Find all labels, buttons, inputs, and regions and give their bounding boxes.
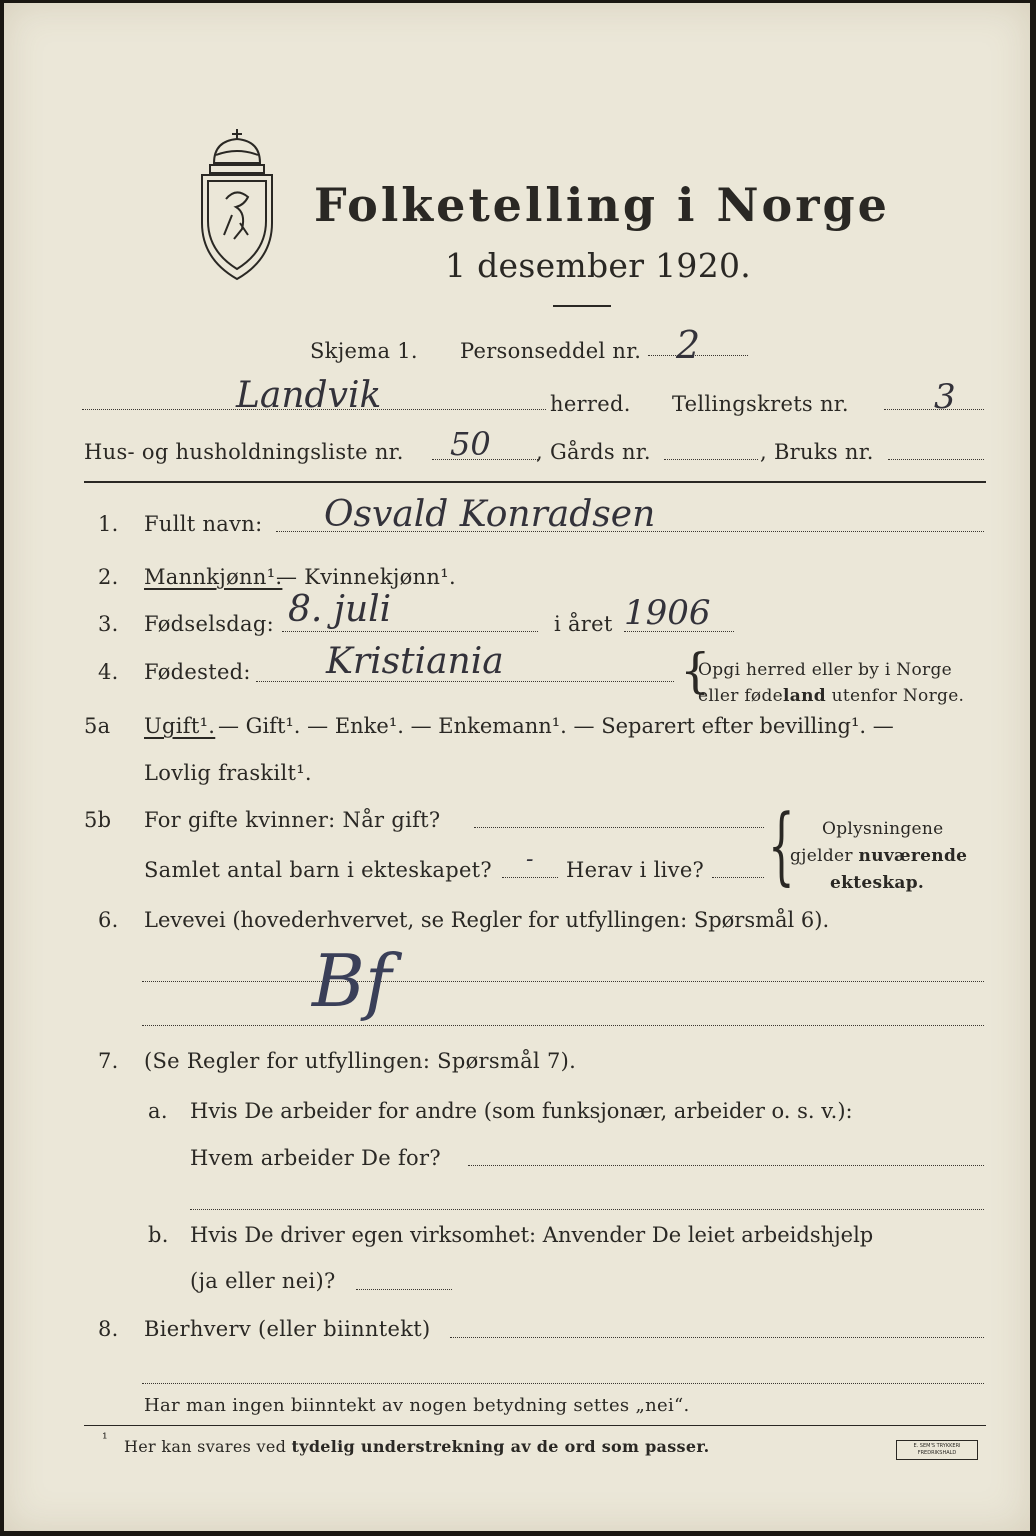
- tellingskrets-value: 3: [934, 377, 956, 417]
- printer-stamp: [896, 1440, 978, 1460]
- q4-note2-part-a: eller føde: [698, 686, 783, 706]
- q2-male-option[interactable]: Mannkjønn¹.: [144, 565, 283, 589]
- q6-value: Bf: [312, 939, 392, 1023]
- herred-value: Landvik: [236, 375, 382, 416]
- q8-label: Bierhverv (eller biinntekt): [144, 1317, 431, 1341]
- q7b-field[interactable]: [356, 1289, 452, 1290]
- q8-field-line2[interactable]: [142, 1383, 984, 1384]
- q3-year-value: 1906: [624, 593, 711, 633]
- q4-note-line2: [698, 686, 964, 706]
- header-divider: [84, 481, 986, 483]
- skjema-label: Skjema 1.: [310, 339, 418, 363]
- q7-label: (Se Regler for utfyllingen: Spørsmål 7).: [144, 1049, 577, 1073]
- q5a-other-options[interactable]: — Gift¹. — Enke¹. — Enkemann¹. — Separert efter bevilling¹. —: [218, 714, 894, 738]
- q4-value: Kristiania: [326, 641, 504, 682]
- footnote-text-part-b: tydelig understrekning av de ord som passer.: [291, 1437, 710, 1456]
- q5b-note2-part-a: gjelder: [790, 846, 859, 866]
- q5b-number: 5b: [84, 808, 112, 832]
- q4-number: 4.: [98, 660, 119, 684]
- q1-label: Fullt navn:: [144, 512, 263, 536]
- q5a-line2[interactable]: Lovlig fraskilt¹.: [144, 761, 312, 785]
- q5b-note2-part-b: nuværende: [858, 846, 968, 866]
- biinntekt-note: Har man ingen biinntekt av nogen betydning settes „nei“.: [144, 1395, 690, 1416]
- q1-number: 1.: [98, 512, 119, 536]
- q3-year-label: i året: [554, 612, 613, 636]
- hus-value: 50: [450, 425, 491, 463]
- q5b-children-field[interactable]: [502, 877, 558, 878]
- q3-date-field[interactable]: [282, 631, 538, 632]
- q7-number: 7.: [98, 1049, 119, 1073]
- q5b-married-field[interactable]: [474, 827, 764, 828]
- personseddel-label: Personseddel nr.: [460, 339, 642, 363]
- q1-value: Osvald Konradsen: [324, 494, 656, 535]
- q5b-note-line2: [790, 846, 967, 866]
- footnote-mark: ¹: [102, 1431, 108, 1447]
- gards-field[interactable]: [664, 459, 758, 460]
- personseddel-value: 2: [676, 323, 701, 367]
- q6-number: 6.: [98, 908, 119, 932]
- q7a-field-line2[interactable]: [190, 1209, 984, 1210]
- q7b-letter: b.: [148, 1223, 169, 1247]
- census-form-sheet: [4, 3, 1030, 1531]
- title-divider: [553, 305, 611, 307]
- q8-number: 8.: [98, 1317, 119, 1341]
- bruks-label: , Bruks nr.: [760, 440, 874, 464]
- q5b-note-line3: ekteskap.: [830, 873, 925, 893]
- q5b-label-married: For gifte kvinner: Når gift?: [144, 808, 441, 832]
- q5b-label-children: Samlet antal barn i ekteskapet?: [144, 858, 492, 882]
- footnote-text: [124, 1437, 709, 1456]
- q4-note-line1: Opgi herred eller by i Norge: [698, 660, 952, 680]
- q7b-label-line1: Hvis De driver egen virksomhet: Anvender De leiet arbeidshjelp: [190, 1223, 874, 1247]
- printer-stamp-text: E. SEM'S TRYKKERI FREDRIKSHALD: [913, 1443, 961, 1456]
- q7a-letter: a.: [148, 1099, 168, 1123]
- q3-date-value: 8. juli: [288, 589, 392, 630]
- q2-number: 2.: [98, 565, 119, 589]
- herred-label: herred.: [550, 392, 631, 416]
- census-date: 1 desember 1920.: [445, 246, 752, 285]
- q5b-children-value: -: [526, 847, 534, 872]
- q5b-alive-field[interactable]: [712, 877, 764, 878]
- gards-label: , Gårds nr.: [536, 440, 651, 464]
- q4-note2-part-b: land: [783, 686, 826, 706]
- q7a-label-line1: Hvis De arbeider for andre (som funksjonær, arbeider o. s. v.):: [190, 1099, 853, 1123]
- q5a-ugift-option[interactable]: Ugift¹.: [144, 714, 216, 738]
- q7a-label-line2: Hvem arbeider De for?: [190, 1146, 441, 1170]
- q2-other-options[interactable]: — Kvinnekjønn¹.: [276, 565, 456, 589]
- q7b-label-line2: (ja eller nei)?: [190, 1269, 336, 1293]
- norwegian-coat-of-arms-icon: [192, 125, 282, 285]
- q5b-note-brace: {: [768, 796, 795, 894]
- tellingskrets-label: Tellingskrets nr.: [672, 392, 849, 416]
- q5b-label-alive: Herav i live?: [566, 858, 705, 882]
- q3-number: 3.: [98, 612, 119, 636]
- q6-field-line2[interactable]: [142, 1025, 984, 1026]
- q5a-number: 5a: [84, 714, 111, 738]
- hus-label: Hus- og husholdningsliste nr.: [84, 440, 404, 464]
- q3-label: Fødselsdag:: [144, 612, 274, 636]
- q4-note-brace: {: [680, 643, 711, 699]
- q6-field-line1[interactable]: [142, 981, 984, 982]
- footnote-divider: [84, 1425, 986, 1426]
- q4-label: Fødested:: [144, 660, 251, 684]
- form-title: Folketelling i Norge: [314, 178, 890, 232]
- footnote-text-part-a: Her kan svares ved: [124, 1437, 292, 1456]
- q4-note2-part-c: utenfor Norge.: [825, 686, 965, 706]
- q6-label: Levevei (hovederhvervet, se Regler for utfyllingen: Spørsmål 6).: [144, 908, 830, 932]
- q8-field-line1[interactable]: [450, 1337, 984, 1338]
- q5b-note-line1: Oplysningene: [822, 819, 944, 839]
- bruks-field[interactable]: [888, 459, 984, 460]
- q7a-field-line1[interactable]: [468, 1165, 984, 1166]
